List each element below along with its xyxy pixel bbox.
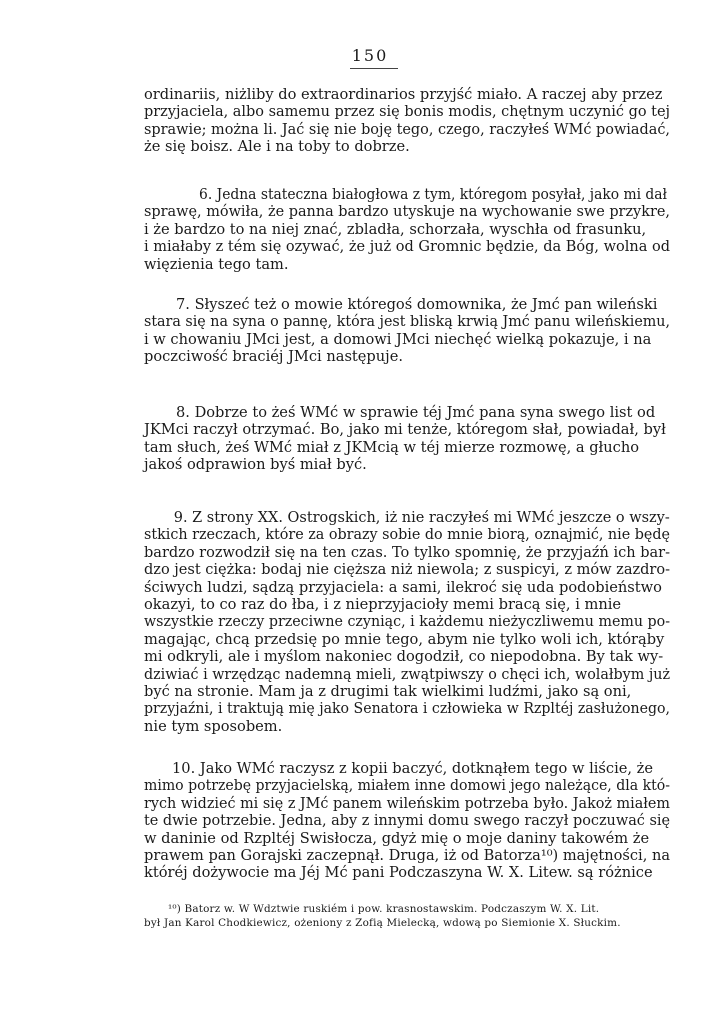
text-line: okazyi, to co raz do łba, i z nieprzyjacioły memi bracą się, i mnie	[144, 596, 622, 614]
text-line: sprawę, mówiła, że panna bardzo utyskuje na wychowanie swe przykre,	[144, 203, 670, 221]
paragraph-continuation	[144, 86, 670, 156]
text-line: stkich rzeczach, które za obrazy sobie do mnie biorą, oznajmić, nie będę	[144, 526, 670, 544]
paragraph-7	[144, 296, 670, 366]
text-line: JKMci raczył otrzymać. Bo, jako mi tenże, któregom słał, powiadał, był	[144, 421, 666, 439]
text-line: stara się na syna o pannę, która jest bliską krwią Jmć panu wileńskiemu,	[144, 313, 671, 331]
text-line: ordinariis, niżliby do extraordinarios przyjść miało. A raczej aby przez	[144, 86, 663, 103]
text-line: któréj dożywocie ma Jéj Mć pani Podczaszyna W. X. Litew. są różnice	[144, 864, 653, 882]
text-line: więzienia tego tam.	[144, 255, 289, 273]
text-line: 9. Z strony XX. Ostrogskich, iż nie raczyłeś mi WMć jeszcze o wszy-	[173, 509, 670, 526]
paragraph-6	[144, 186, 670, 273]
text-line: w daninie od Rzpltéj Swisłocza, gdyż mię o moje daniny takowém że	[144, 829, 650, 847]
paragraph-10	[144, 760, 670, 882]
text-line: sprawie; można li. Jać się nie boję tego, czego, raczyłeś WMć powiadać,	[144, 120, 671, 138]
text-line: rych widzieć mi się z JMć panem wileńskim potrzeba było. Jakoż miałem	[144, 794, 671, 812]
text-line: poczciwość braciéj JMci następuje.	[144, 348, 403, 366]
text-line: i że bardzo to na niej znać, zbladła, schorzała, wyschła od frasunku,	[144, 220, 647, 238]
text-line: że się boisz. Ale i na toby to dobrze.	[144, 138, 410, 156]
paragraph-9	[144, 509, 670, 735]
text-line: i miałaby z tém się ozywać, że już od Gromnic będzie, da Bóg, wolna od	[144, 238, 671, 256]
text-line: tam słuch, żeś WMć miał z JKMcią w téj mierze rozmowę, a głucho	[144, 438, 640, 456]
text-line: 7. Słyszeć też o mowie któregoś domownika, że Jmć pan wileński	[176, 296, 658, 313]
text-line: magając, chcą przedsię po mnie tego, abym nie tylko woli ich, którąby	[144, 630, 665, 648]
footnote	[144, 902, 664, 930]
text-line: mimo potrzebę przyjacielską, miałem inne domowi jego należące, dla któ-	[144, 777, 671, 795]
text-line: i w chowaniu JMci jest, a domowi JMci niechęć wielką pokazuje, i na	[144, 330, 652, 348]
text-line: dziwiać i wrzędząc nademną mieli, zwątpiwszy o chęci ich, wolałbym już	[144, 665, 670, 683]
page-number: 150	[351, 46, 389, 65]
text-line: dzo jest ciężka: bodaj nie cięższa niż niewola; z suspicyi, z mów zazdro-	[144, 561, 671, 579]
text-line: mi odkryli, ale i myślom nakoniec dogodził, co niepodobna. By tak wy-	[144, 648, 664, 666]
text-line: bardzo rozwodził się na ten czas. To tylko spomnię, że przyjaźń ich bar-	[144, 543, 671, 561]
text-line: 8. Dobrze to żeś WMć w sprawie téj Jmć pana syna swego list od	[176, 404, 656, 421]
text-line: jakoś odprawion byś miał być.	[144, 456, 367, 474]
text-line: te dwie potrzebie. Jedna, aby z innymi domu swego raczył poczuwać się	[144, 812, 671, 830]
footnote-line: był Jan Karol Chodkiewicz, ożeniony z Zofią Mielecką, wdową po Siemionie X. Słuckim.	[144, 917, 621, 929]
footnote-line: ¹⁰) Batorz w. W Wdztwie ruskiém i pow. krasnostawskim. Podczaszym W. X. Lit.	[168, 903, 600, 915]
text-line: ściwych ludzi, sądzą przyjaciela: a sami, ilekroć się uda podobieństwo	[144, 578, 662, 596]
text-line: nie tym sposobem.	[144, 717, 283, 735]
text-line: prawem pan Gorajski zaczepnął. Druga, iż od Batorza¹⁰) majętności, na	[144, 847, 670, 865]
text-line: 10. Jako WMć raczysz z kopii baczyć, dotknąłem tego w liście, że	[172, 760, 653, 777]
text-line: wszystkie rzeczy przeciwne czyniąc, i każdemu nieżyczliwemu memu po-	[144, 613, 671, 631]
text-line: przyjaźni, i traktują mię jako Senatora i człowieka w Rzpltéj zasłużonego,	[144, 700, 671, 718]
text-line: przyjaciela, albo samemu przez się bonis modis, chętnym uczynić go tej	[144, 103, 671, 121]
header-rule	[350, 68, 398, 69]
text-line: 6. Jedna stateczna białogłowa z tym, któregom posyłał, jako mi dał	[199, 186, 668, 203]
paragraph-8	[144, 404, 670, 474]
text-line: być na stronie. Mam ja z drugimi tak wielkimi ludźmi, jako są oni,	[144, 683, 632, 701]
